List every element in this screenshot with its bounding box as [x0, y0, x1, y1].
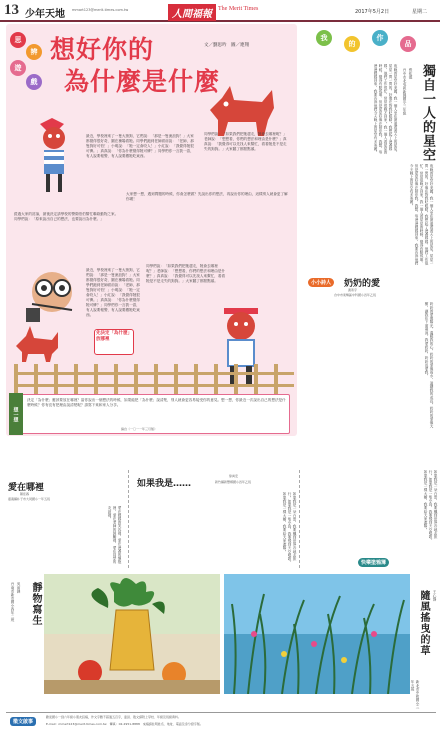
right-title: 獨自一人的星空 [420, 64, 435, 162]
grandma-poem [300, 274, 438, 436]
article-para-4: 大家想一想，遇到問題的時候，你會怎麼做？先說出你的想法，再說出你的理由，這樣別人就會更了解你喔！ [126, 192, 288, 201]
if-author: 徐禹安 [229, 474, 239, 478]
painting-left-school: 台南市新市國小四年二班 [11, 582, 15, 622]
grass-painting [224, 574, 410, 694]
page-number: 13 [4, 2, 19, 18]
right-author: 張佑德 [409, 68, 413, 79]
badge-4: 戲 [26, 74, 42, 90]
badge-2: 辨 [26, 44, 42, 60]
grandma-title: 奶奶的愛 [344, 279, 381, 289]
article-para-3: 經過大家的討論，最後決定請學校的警衛伯伯幫忙聯絡動物之家。同學們說：「原來說出自己的想法，也要說出為什麼。」 [14, 212, 119, 221]
article-title-1: 想好你的 [50, 35, 155, 64]
grandma-school: 台中市東勢區中科國小四年乙班 [334, 293, 377, 297]
article-para-1: 最近，學校裡來了一隻大狼狗，它們說：「那是一隻流浪狗！」大家都覺得很好奇，圍在操場看牠。同學們跑到老師面前說：「老師，那隻狗好可怕！」小明說：「牠一定會咬人！」小紅說：「我覺得牠很可憐。」真真說：「你為什麼覺得牠可憐？」同學們你一言我一語，有人說要報警，有人說要餵牠吃東西。 [86, 134, 194, 158]
my-work-badge-1: 我 [316, 30, 332, 46]
footer-line-2: E-mail：mmart123@merit-times.com.tw 傳真：02-2951-8888 來稿請註明姓名、地址、電話及身分證字號。 [46, 722, 203, 726]
main-article [6, 24, 297, 436]
painting-right-school: 新北市中和國小三年五班 [411, 680, 420, 709]
if-school: 新竹縣新豐鄉國小四年乙班 [215, 480, 252, 484]
poem-if [128, 470, 300, 568]
logo-en: The Merit Times [218, 6, 259, 12]
grandma-author: 黃宥宇 [348, 288, 358, 292]
poem-where [6, 480, 124, 568]
article-title-2: 為什麼是什麼 [64, 67, 221, 96]
where-title: 愛在哪裡 [8, 483, 45, 493]
little-poet-label: 小小詩人 [308, 278, 334, 287]
painting-left-author: 吳沛涵 [17, 582, 21, 593]
right-body-1: 夜晚的星空好美麗，我一個人坐在窗邊看著天上的星星。星星一閃一閃的，好像在對我眨眼睛。我想起了爸爸媽媽，他們工作很忙，常常很晚才回家。我一個人看星星的時候，覺得有點孤單，但是星星好像在陪伴我。我想，等爸爸媽媽回來，我要告訴他們今天晚上的星空有多美麗。 [374, 64, 398, 154]
right-school: 台中市北屯區新興國小三年級 [403, 68, 407, 115]
if-title: 如果我是…… [137, 479, 192, 489]
footer-label: 徵文啟事 [10, 717, 36, 726]
still-life-painting [44, 574, 220, 694]
footer [6, 712, 436, 732]
issue-weekday: 星期二 [412, 9, 428, 15]
girl-illustration [30, 112, 78, 202]
school-fence-illustration [14, 364, 294, 394]
if-body: 如果我是一朵白雲，我要飄到世界各地去旅行。如果我是一隻小鳥，我要飛到天空唱歌。如果我是一棵大樹，我要給大家遮陽。 [283, 492, 297, 564]
right-body-2: 夜晚的星空好美麗，我一個人坐在窗邊看著天上的星星。星星一閃一閃的，好像在對我眨眼睛。我想起了爸爸媽媽，他們工作很忙，常常很晚才回家。我一個人看星星的時候，覺得有點孤單，但是星星好像在陪伴我。我想，等爸爸媽媽回來，我要告訴他們今天晚上的星空有多美麗。 [410, 164, 434, 265]
where-author: 陳佳蓉 [20, 492, 30, 496]
poem-if-continued: 如果我是一朵白雲，我要飄到世界各地去旅行。如果我是一隻小鳥，我要飛到天空唱歌。如果我是一棵大樹，我要給大家遮陽。 [424, 470, 438, 542]
article-byline: 文／劉思吟 圖／連翔 [204, 43, 249, 48]
article-right-text: 同學們說：「如果我們把牠趕走，牠會去哪裡呢？」老師說：「想想看，你們的想法和理由是什麼？」真真說：「我覺得可以先找人來幫忙，看看牠是不是走失的狗狗。」大家聽了都點點頭。 [146, 264, 226, 283]
think-box [12, 394, 290, 434]
painting-left-title: 靜物寫生 [30, 582, 41, 626]
right-column [300, 24, 438, 270]
wolf-bottom-illustration [12, 324, 62, 364]
badge-3: 遊 [10, 60, 26, 76]
painting-label: 快樂塗鴉簿 [358, 558, 389, 567]
footer-line-1: 歡迎國小一到六年級小朋友投稿，作文字數不超過五百字，童詩、散文請附上學校、年級及班級資料。 [46, 715, 182, 719]
callout-text: 先決定「為什麼」放哪裡 [96, 331, 132, 342]
red-wolf-illustration [202, 80, 280, 140]
grandma-body: 奶奶的愛像陽光，溫暖我的心。奶奶的愛像雨水，滋潤我的成長。奶奶的愛像大樹，讓我在下面乘涼。我愛奶奶，奶奶也愛我。 [425, 302, 434, 428]
where-body: 愛在媽媽的笑容裡，愛在爸爸的懷抱裡，愛在老師的鼓勵裡，愛在同學的友誼裡。 [108, 506, 122, 564]
my-work-badge-4: 品 [400, 36, 416, 52]
section-title: 少年天地 [25, 9, 65, 20]
article-mid-text: 最近，學校裡來了一隻大狼狗，它們說：「那是一隻流浪狗！」大家都覺得很好奇，圍在操場看牠。同學們跑到老師面前說：「老師，那隻狗好可怕！」小明說：「牠一定會咬人！」小紅說：「我覺得牠很可憐。」真真說：「你為什麼覺得牠可憐？」同學們你一言我一語，有人說要報警，有人說要餵牠吃東西。 [86, 268, 140, 317]
callout-box [94, 329, 134, 355]
painting-section [6, 560, 440, 710]
boy-with-glasses-illustration [22, 264, 80, 324]
think-note: 摘自《一〇一一年三月號》 [121, 427, 158, 431]
think-text: 決定「為什麼」應該要放在哪裡？當你說出一個想法的時候，如果能把「為什麼」說清楚，別人就會更容易接受你的意見。想一想，你最近一次說出自己的想法是什麼時候？你有沒有把理由說清楚呢？請寫下來和家人分享。 [27, 398, 286, 407]
badge-1: 思 [10, 32, 26, 48]
my-work-badge-2: 的 [344, 36, 360, 52]
article-para-2: 同學們說：「如果我們把牠趕走，牠會去哪裡呢？」老師說：「想想看，你們的想法和理由是什麼？」真真說：「我覺得可以先找人來幫忙，看看牠是不是走失的狗狗。」大家聽了都點點頭。 [204, 132, 287, 151]
page-header [0, 0, 440, 22]
issue-date: 2017年5月2日 [355, 9, 390, 15]
logo: 人間福報 [168, 4, 216, 21]
think-label: 想一想 [9, 393, 23, 435]
painting-right-author: 王心靜 [433, 590, 437, 601]
where-school: 嘉義縣朴子市大同國小一年五班 [8, 497, 51, 501]
painting-right-title: 隨風搖曳的草 [418, 590, 429, 656]
my-work-badge-3: 作 [372, 30, 388, 46]
header-email: mmart123@merit-times.com.tw [72, 8, 129, 12]
